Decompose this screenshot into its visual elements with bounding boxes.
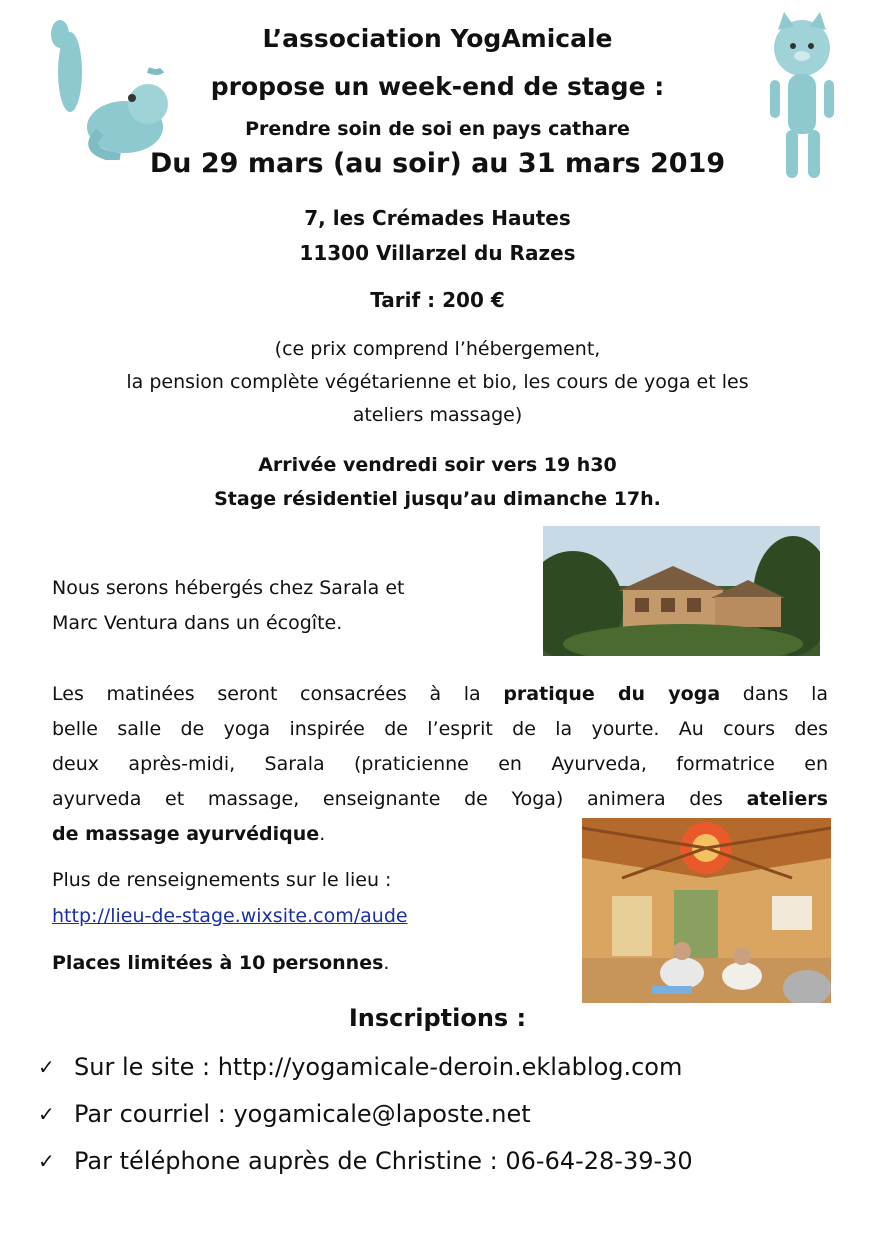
info-label: Plus de renseignements sur le lieu :	[52, 869, 392, 891]
places-limit: Places limitées à 10 personnes.	[52, 952, 390, 974]
price-tarif: Tarif : 200 €	[370, 288, 505, 312]
ecogite-house-photo	[543, 526, 820, 656]
workshops-emphasis: ateliers	[746, 788, 828, 810]
checkmark-icon: ✓	[38, 1148, 55, 1173]
checkmark-icon: ✓	[38, 1101, 55, 1126]
program-line3: deux après-midi, Sarala (praticienne en Ayurveda, formatrice en	[52, 753, 828, 775]
address-street: 7, les Crémades Hautes	[304, 206, 571, 230]
inscriptions-list	[38, 1043, 693, 1184]
program-line2: belle salle de yoga inspirée de l’esprit de la yourte. Au cours des	[52, 718, 828, 740]
event-dates: Du 29 mars (au soir) au 31 mars 2019	[149, 148, 726, 179]
venue-website-link[interactable]: http://lieu-de-stage.wixsite.com/aude	[52, 905, 408, 927]
association-title: L’association YogAmicale	[262, 24, 613, 53]
arrival-info: Arrivée vendredi soir vers 19 h30	[258, 454, 617, 476]
inscription-item-email: ✓ Par courriel : yogamicale@laposte.net	[38, 1099, 531, 1128]
lodging-line2: Marc Ventura dans un écogîte.	[52, 612, 343, 634]
inscription-item-phone: ✓ Par téléphone auprès de Christine : 06-64-28-39-30	[38, 1146, 693, 1175]
yoga-practice-emphasis: pratique du yoga	[503, 683, 721, 705]
program-line4: ayurveda et massage, enseignante de Yoga) animera des ateliers	[52, 788, 828, 810]
program-line1: Les matinées seront consacrées à la pratique du yoga dans la	[52, 683, 829, 705]
program-line5: de massage ayurvédique.	[52, 823, 326, 845]
price-details-line1: (ce prix comprend l’hébergement,	[274, 338, 601, 360]
yoga-room-photo	[582, 818, 831, 1003]
event-theme: Prendre soin de soi en pays cathare	[245, 118, 630, 140]
price-details-line2: la pension complète végétarienne et bio, les cours de yoga et les	[126, 371, 749, 393]
inscriptions-title: Inscriptions :	[348, 1004, 527, 1032]
inscription-item-website: ✓ Sur le site : http://yogamicale-deroin.eklablog.com	[38, 1052, 683, 1081]
lodging-line1: Nous serons hébergés chez Sarala et	[52, 577, 405, 599]
massage-emphasis: de massage ayurvédique	[52, 823, 320, 845]
address-city: 11300 Villarzel du Razes	[299, 241, 576, 265]
checkmark-icon: ✓	[38, 1054, 55, 1079]
price-details-line3: ateliers massage)	[352, 404, 523, 426]
stay-info: Stage résidentiel jusqu’au dimanche 17h.	[214, 488, 661, 510]
event-subtitle: propose un week-end de stage :	[210, 72, 665, 101]
